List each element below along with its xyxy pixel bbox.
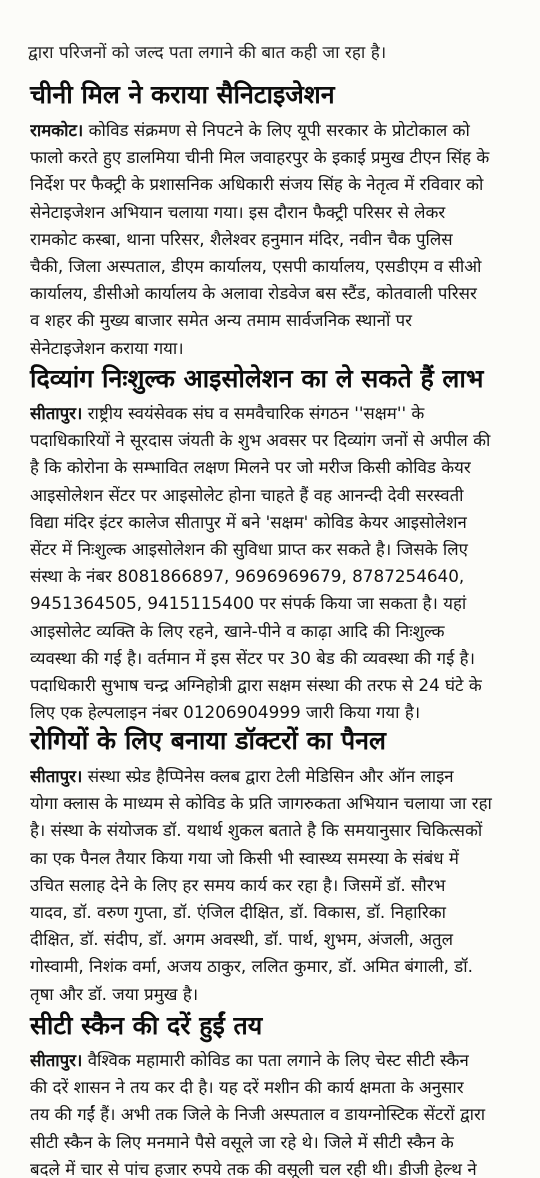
article-line: सीतापुर। संस्था स्प्रेड हैप्पिनेस क्लब द्वारा टेली मेडिसिन और ऑन लाइन — [30, 766, 454, 786]
article-line: संस्था के नंबर 8081866897, 9696969679, 8787254640, — [30, 566, 465, 587]
article-body-doctor-panel — [30, 763, 535, 1008]
article-body-sanitization — [30, 117, 535, 362]
article-headline-ct-scan: सीटी स्कैन की दरें हुईं तय — [30, 1011, 263, 1040]
article-line: सेंटर में निःशुल्क आइसोलेशन की सुविधा प्राप्त कर सकते है। जिसके लिए — [30, 538, 468, 559]
article-line: उचित सलाह देने के लिए हर समय कार्य कर रहा है। जिसमें डॉ. सौरभ — [30, 874, 446, 895]
article-body-ct-scan — [30, 1047, 535, 1178]
article-line: निर्देश पर फैक्ट्री के प्रशासनिक अधिकारी संजय सिंह के नेतृत्व में रविवार को — [30, 174, 484, 195]
article-line: व शहर की मुख्य बाजार समेत अन्य तमाम सार्वजनिक स्थानों पर — [30, 310, 413, 331]
article-line: पदाधिकारी सुभाष चन्द्र अग्निहोत्री द्वारा सक्षम संस्था की तरफ से 24 घंटे के — [30, 674, 482, 695]
article-line: विद्या मंदिर इंटर कालेज सीतापुर में बने 'सक्षम' कोविड केयर आइसोलेशन — [30, 511, 467, 532]
article-line: सीतापुर। वैश्विक महामारी कोविड का पता लगाने के लिए चेस्ट सीटी स्कैन — [30, 1050, 469, 1070]
dateline: सीतापुर। — [30, 403, 83, 423]
article-line: की दरें शासन ने तय कर दी है। यह दरें मशीन की कार्य क्षमता के अनुसार — [30, 1077, 464, 1098]
article-line: पदाधिकारियों ने सूरदास जंयती के शुभ अवसर पर दिव्यांग जनों से अपील की — [30, 430, 491, 451]
article-line: रामकोट कस्बा, थाना परिसर, शैलेश्वर हनुमान मंदिर, नवीन चैक पुलिस — [30, 228, 453, 249]
article-line: तृषा और डॉ. जया प्रमुख है। — [30, 983, 199, 1004]
previous-article-tail: द्वारा परिजनों को जल्द पता लगाने की बात कही जा रहा है। — [28, 43, 387, 63]
article-line: का एक पैनल तैयार किया गया जो किसी भी स्वास्थ्य समस्या के संबंध में — [30, 847, 459, 868]
article-line: दीक्षित, डॉ. संदीप, डॉ. अगम अवस्थी, डॉ. पार्थ, शुभम, अंजली, अतुल — [30, 929, 453, 950]
article-line: चैकी, जिला अस्पताल, डीएम कार्यालय, एसपी कार्यालय, एसडीएम व सीओ — [30, 255, 482, 276]
article-line: 9451364505, 9415115400 पर संपर्क किया जा सकता है। यहां — [30, 593, 467, 614]
article-line: बदले में चार से पांच हजार रुपये तक की वसूली चल रही थी। डीजी हेल्थ ने — [30, 1158, 477, 1178]
article-line: कार्यालय, डीसीओ कार्यालय के अलावा रोडवेज बस स्टैंड, कोतवाली परिसर — [30, 283, 477, 304]
article-line: योगा क्लास के माध्यम से कोविड के प्रति जागरुकता अभियान चलाया जा रहा — [30, 793, 492, 814]
article-line: रामकोट। कोविड संक्रमण से निपटने के लिए यूपी सरकार के प्रोटोकाल को — [30, 120, 470, 140]
article-line: व्यवस्था की गई है। वर्तमान में इस सेंटर पर 30 बेड की व्यवस्था की गई है। — [30, 647, 475, 668]
article-line: गोस्वामी, निशंक वर्मा, अजय ठाकुर, ललित कुमार, डॉ. अमित बंगाली, डॉ. — [30, 956, 473, 977]
article-line: है कि कोरोना के सम्भावित लक्षण मिलने पर जो मरीज किसी कोविड केयर — [30, 457, 471, 478]
article-line: सेनेटाइजेशन कराया गया। — [30, 337, 184, 358]
article-line: तय की गईं हैं। अभी तक जिले के निजी अस्पताल व डायग्नोस्टिक सेंटरों द्वारा — [30, 1104, 486, 1125]
article-line: आइसोलेट व्यक्ति के लिए रहने, खाने-पीने व काढ़ा आदि की निःशुल्क — [30, 620, 445, 641]
article-line: सेनेटाइजेशन अभियान चलाया गया। इस दौरान फैक्ट्री परिसर से लेकर — [30, 201, 446, 222]
article-line: फालो करते हुए डालमिया चीनी मिल जवाहरपुर के इकाई प्रमुख टीएन सिंह के — [30, 147, 490, 168]
dateline: रामकोट। — [30, 120, 84, 140]
article-line: यादव, डॉ. वरुण गुप्ता, डॉ. एंजिल दीक्षित, डॉ. विकास, डॉ. निहारिका — [30, 901, 446, 922]
dateline: सीतापुर। — [30, 1050, 83, 1070]
article-headline-doctor-panel: रोगियों के लिए बनाया डॉक्टरों का पैनल — [30, 726, 386, 755]
article-headline-sanitization: चीनी मिल ने कराया सैनिटाइजेशन — [30, 80, 335, 109]
article-line: है। संस्था के संयोजक डॉ. यथार्थ शुकल बताते है कि समयानुसार चिकित्सकों — [30, 820, 483, 841]
article-line: लिए एक हेल्पलाइन नंबर 01206904999 जारी किया गया है। — [30, 702, 421, 723]
article-line: सीटी स्कैन के लिए मनमाने पैसे वसूले जा रहे थे। जिले में सीटी स्कैन के — [30, 1131, 454, 1152]
article-line: सीतापुर। राष्ट्रीय स्वयंसेवक संघ व समवैचारिक संगठन ''सक्षम'' के — [30, 403, 425, 423]
article-body-isolation — [30, 400, 535, 726]
dateline: सीतापुर। — [30, 766, 83, 786]
article-headline-isolation: दिव्यांग निःशुल्क आइसोलेशन का ले सकते हैं लाभ — [30, 364, 484, 393]
article-line: आइसोलेशन सेंटर पर आइसोलेट होना चाहते हैं वह आनन्दी देवी सरस्वती — [30, 484, 464, 505]
